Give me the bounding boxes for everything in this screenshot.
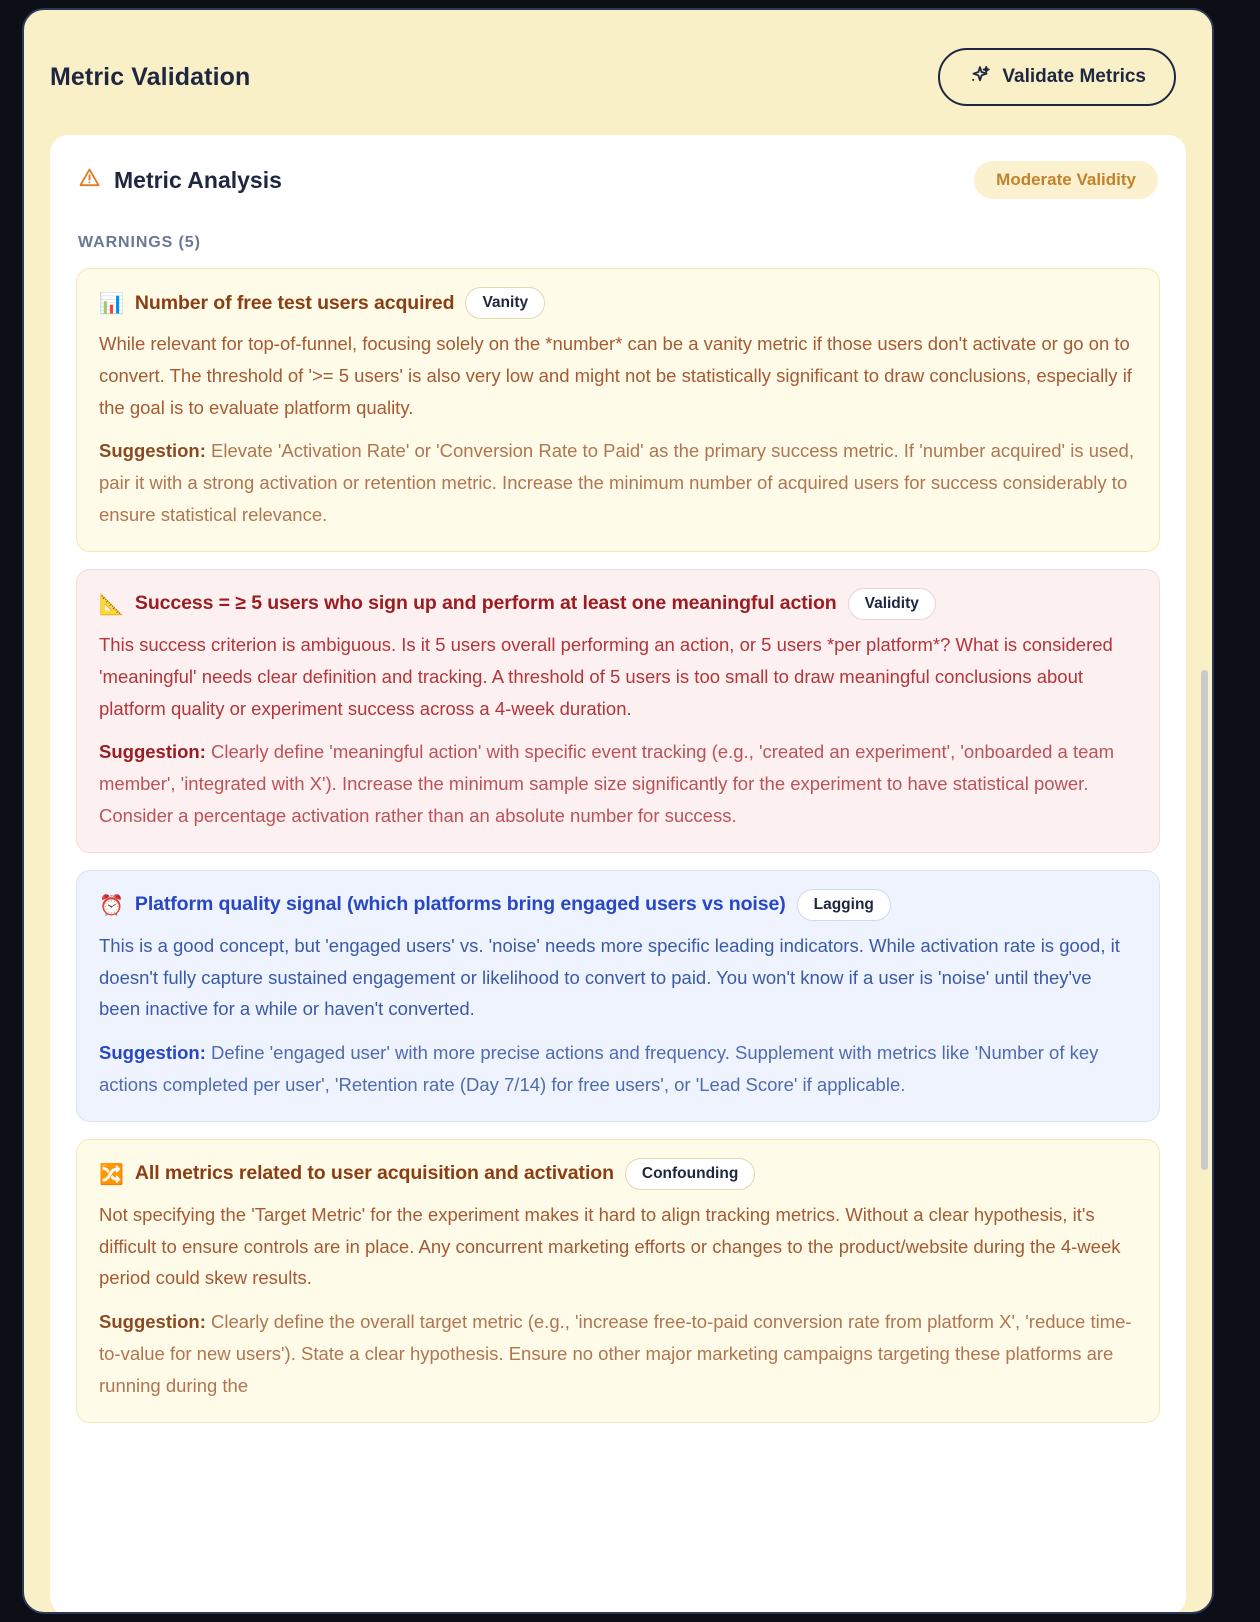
- app-window: [22, 8, 1214, 1614]
- warning-description: This success criterion is ambiguous. Is it 5 users overall performing an action, or 5 users *per platform*? What is considered 'meaningful' needs clear definition and tracking. A threshold of 5 users is too small to draw meaningful conclusions about platform quality or experiment success across a 4-week duration.: [99, 633, 1113, 719]
- page-title: Metric Validation: [50, 62, 251, 91]
- suggestion-text: Elevate 'Activation Rate' or 'Conversion Rate to Paid' as the primary success metric. If 'number acquired' is used, pair it with a strong activation or retention metric. Increase the minimum number of acquired users for success considerably to ensure statistical relevance.: [99, 440, 1134, 526]
- warning-type-tag: Confounding: [625, 1158, 755, 1190]
- warnings-section-label: WARNINGS (5): [78, 234, 201, 251]
- warning-card[interactable]: [76, 1139, 1160, 1423]
- suggestion-text: Define 'engaged user' with more precise actions and frequency. Supplement with metrics like 'Number of key actions completed per user', 'Retention rate (Day 7/14) for free users', or 'Lead Score' if applicable.: [99, 1042, 1099, 1095]
- suggestion-label: Suggestion:: [99, 1311, 206, 1333]
- sparkles-icon: [968, 64, 991, 90]
- suggestion-label: Suggestion:: [99, 440, 206, 462]
- warning-title: Success = ≥ 5 users who sign up and perform at least one meaningful action: [134, 592, 837, 615]
- suggestion-label: Suggestion:: [99, 1042, 206, 1064]
- warning-card[interactable]: [76, 268, 1160, 552]
- suggestion-label: Suggestion:: [99, 741, 206, 763]
- warning-title: Platform quality signal (which platforms bring engaged users vs noise): [134, 893, 786, 916]
- bar-chart-icon: 📊: [99, 291, 124, 315]
- warning-type-tag: Vanity: [465, 287, 545, 319]
- warning-triangle-icon: [78, 166, 101, 194]
- warning-card[interactable]: [76, 569, 1160, 853]
- warning-description: Not specifying the 'Target Metric' for the experiment makes it hard to align tracking metrics. Without a clear hypothesis, it's difficult to ensure controls are in place. Any concurrent marketing efforts or changes to the product/website during the 4-week period could skew results.: [99, 1203, 1121, 1289]
- metric-analysis-title: Metric Analysis: [114, 166, 282, 193]
- triangular-ruler-icon: 📐: [99, 591, 124, 616]
- warning-suggestion: [99, 435, 1137, 530]
- metric-analysis-title-wrap: [78, 166, 282, 194]
- validate-metrics-button[interactable]: [938, 48, 1176, 106]
- warning-description: While relevant for top-of-funnel, focusing solely on the *number* can be a vanity metric if those users don't activate or go on to convert. The threshold of '>= 5 users' is also very low and might not be statistically significant to draw conclusions, especially if the goal is to evaluate platform quality.: [99, 333, 1132, 418]
- warning-suggestion: [99, 736, 1137, 831]
- warning-title: Number of free test users acquired: [134, 291, 455, 314]
- validate-metrics-label: Validate Metrics: [1002, 66, 1146, 87]
- warning-description: This is a good concept, but 'engaged users' vs. 'noise' needs more specific leading indicators. While activation rate is good, it doesn't fully capture sustained engagement or likelihood to convert to paid. You won't know if a user is 'noise' until they've been inactive for a while or haven't converted.: [99, 934, 1120, 1020]
- shuffle-icon: 🔀: [99, 1161, 124, 1186]
- vertical-scrollbar[interactable]: [1201, 670, 1208, 1170]
- validity-status-badge: Moderate Validity: [974, 161, 1158, 199]
- warning-type-tag: Validity: [848, 588, 936, 620]
- suggestion-text: Clearly define 'meaningful action' with specific event tracking (e.g., 'created an experiment', 'onboarded a team member', 'integrated with X'). Increase the minimum sample size significantly for the experiment to have statistical power. Consider a percentage activation rather than an absolute number for success.: [99, 741, 1115, 826]
- warning-card-header: [99, 1158, 1137, 1190]
- alarm-clock-icon: ⏰: [99, 892, 124, 917]
- warning-card-header: [99, 588, 1137, 620]
- warning-type-tag: Lagging: [797, 889, 891, 921]
- warning-suggestion: [99, 1306, 1137, 1401]
- metric-analysis-card: [50, 135, 1186, 1614]
- warning-title: All metrics related to user acquisition and activation: [134, 1162, 614, 1185]
- suggestion-text: Clearly define the overall target metric (e.g., 'increase free-to-paid conversion rate from platform X', 'reduce time-to-value for new users'). State a clear hypothesis. Ensure no other major marketing campaigns targeting these platforms are running during the: [99, 1311, 1132, 1396]
- warning-card[interactable]: [76, 870, 1160, 1122]
- warning-suggestion: [99, 1037, 1137, 1101]
- warning-card-header: [99, 889, 1137, 921]
- warnings-list: [76, 268, 1160, 1423]
- page-header: [24, 10, 1212, 106]
- metric-analysis-header: [76, 161, 1160, 199]
- warning-card-header: [99, 287, 1137, 319]
